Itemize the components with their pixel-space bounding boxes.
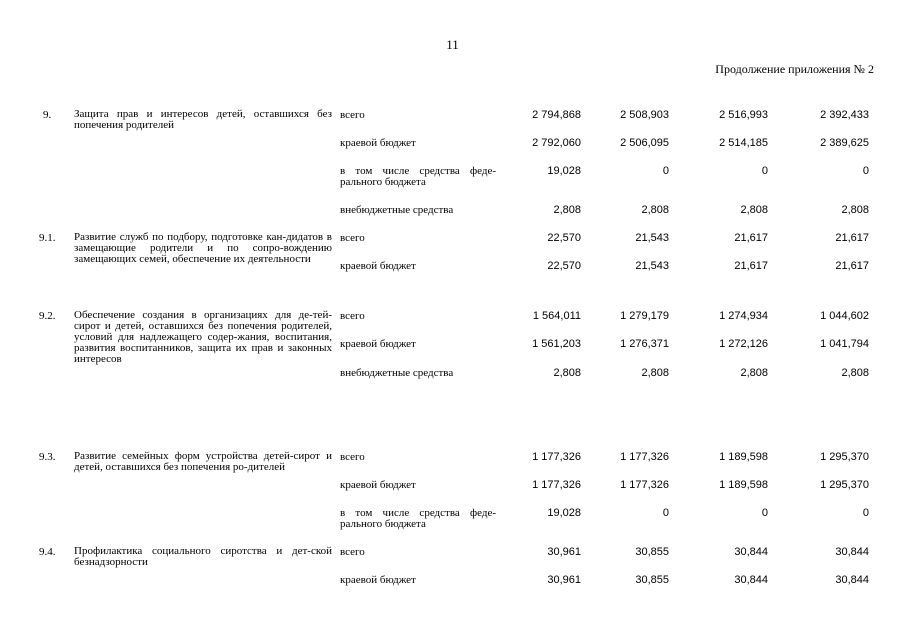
value-cell: 0 (662, 507, 669, 519)
value-cell: 2,808 (740, 367, 768, 379)
funding-source-label: всего (340, 232, 365, 244)
row-number: 9.3. (39, 451, 56, 463)
value-cell: 2 794,868 (532, 109, 581, 121)
value-cell: 1 189,598 (719, 451, 768, 463)
funding-source-label: в том числе средства феде-рального бюджета (340, 165, 496, 188)
value-cell: 1 041,794 (820, 338, 869, 350)
value-cell: 1 189,598 (719, 479, 768, 491)
value-cell: 2 514,185 (719, 137, 768, 149)
value-cell: 30,855 (635, 574, 669, 586)
value-cell: 0 (862, 507, 869, 519)
funding-source-label: всего (340, 451, 365, 463)
value-cell: 30,961 (547, 546, 581, 558)
value-cell: 2 516,993 (719, 109, 768, 121)
value-cell: 2 508,903 (620, 109, 669, 121)
funding-source-label: всего (340, 310, 365, 322)
value-cell: 1 276,371 (620, 338, 669, 350)
value-cell: 1 177,326 (620, 479, 669, 491)
value-cell: 2,808 (553, 367, 581, 379)
value-cell: 2 506,095 (620, 137, 669, 149)
value-cell: 0 (761, 507, 768, 519)
funding-source-label: краевой бюджет (340, 574, 416, 586)
row-number: 9.4. (39, 546, 56, 558)
value-cell: 2,808 (841, 367, 869, 379)
value-cell: 1 295,370 (820, 451, 869, 463)
value-cell: 19,028 (547, 507, 581, 519)
value-cell: 1 561,203 (532, 338, 581, 350)
value-cell: 30,844 (734, 546, 768, 558)
value-cell: 1 044,602 (820, 310, 869, 322)
funding-source-label: краевой бюджет (340, 137, 416, 149)
value-cell: 1 272,126 (719, 338, 768, 350)
funding-source-label: краевой бюджет (340, 338, 416, 350)
value-cell: 2,808 (841, 204, 869, 216)
value-cell: 30,844 (835, 546, 869, 558)
value-cell: 1 274,934 (719, 310, 768, 322)
value-cell: 30,855 (635, 546, 669, 558)
row-number: 9.1. (39, 232, 56, 244)
funding-source-label: всего (340, 109, 365, 121)
page-number: 11 (446, 37, 459, 52)
value-cell: 0 (862, 165, 869, 177)
value-cell: 21,543 (635, 232, 669, 244)
funding-source-label: внебюджетные средства (340, 204, 454, 216)
row-title: Развитие семейных форм устройства детей-сирот и детей, оставшихся без попечения ро-дителей (74, 450, 332, 473)
value-cell: 21,617 (734, 232, 768, 244)
value-cell: 0 (761, 165, 768, 177)
row-title: Развитие служб по подбору, подготовке кан-дидатов в замещающие родители и по сопро-вождению замещающих семей, обеспечение их деятельности (74, 231, 332, 265)
value-cell: 21,543 (635, 260, 669, 272)
value-cell: 0 (662, 165, 669, 177)
funding-source-label: в том числе средства феде-рального бюджета (340, 507, 496, 530)
value-cell: 2,808 (641, 367, 669, 379)
funding-source-label: внебюджетные средства (340, 367, 454, 379)
value-cell: 2,808 (553, 204, 581, 216)
value-cell: 1 295,370 (820, 479, 869, 491)
funding-source-label: краевой бюджет (340, 479, 416, 491)
value-cell: 1 279,179 (620, 310, 669, 322)
value-cell: 2,808 (641, 204, 669, 216)
value-cell: 30,961 (547, 574, 581, 586)
value-cell: 21,617 (734, 260, 768, 272)
value-cell: 22,570 (547, 232, 581, 244)
funding-source-label: краевой бюджет (340, 260, 416, 272)
row-title: Профилактика социального сиротства и дет-ской безнадзорности (74, 545, 332, 568)
value-cell: 1 177,326 (532, 451, 581, 463)
value-cell: 2 389,625 (820, 137, 869, 149)
row-title: Защита прав и интересов детей, оставшихся без попечения родителей (74, 108, 332, 131)
value-cell: 30,844 (835, 574, 869, 586)
value-cell: 30,844 (734, 574, 768, 586)
row-number: 9. (43, 109, 52, 121)
row-title: Обеспечение создания в организациях для де-тей-сирот и детей, оставшихся без попечения родителей, условий для надлежащего содер-жания, воспитания, развития воспитанников, защита их прав и законных интересов (74, 309, 332, 365)
value-cell: 19,028 (547, 165, 581, 177)
value-cell: 2 392,433 (820, 109, 869, 121)
funding-source-label: всего (340, 546, 365, 558)
value-cell: 22,570 (547, 260, 581, 272)
value-cell: 21,617 (835, 260, 869, 272)
value-cell: 1 177,326 (620, 451, 669, 463)
value-cell: 1 564,011 (532, 310, 581, 322)
value-cell: 21,617 (835, 232, 869, 244)
appendix-continuation-note: Продолжение приложения № 2 (715, 62, 874, 76)
value-cell: 2 792,060 (532, 137, 581, 149)
value-cell: 2,808 (740, 204, 768, 216)
row-number: 9.2. (39, 310, 56, 322)
value-cell: 1 177,326 (532, 479, 581, 491)
